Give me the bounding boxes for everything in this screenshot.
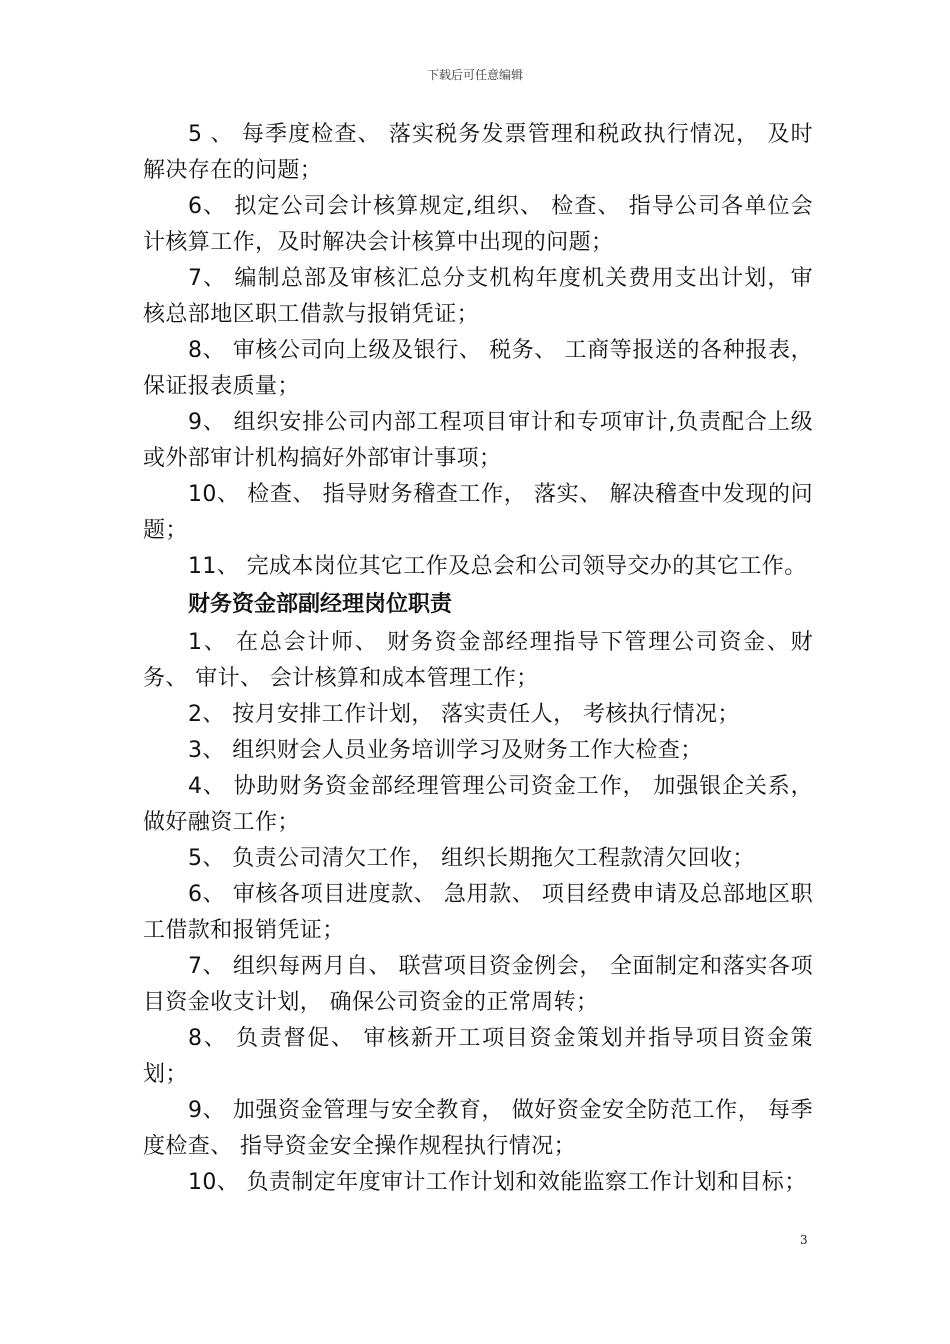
list-item: 3、 组织财会人员业务培训学习及财务工作大检查； bbox=[188, 738, 703, 763]
list-item: 9、 组织安排公司内部工程项目审计和专项审计,负责配合上级或外部审计机构搞好外部审计事项； bbox=[143, 410, 813, 471]
list-item: 1、 在总会计师、 财务资金部经理指导下管理公司资金、财务、 审计、 会计核算和成本管理工作； bbox=[143, 630, 813, 691]
page-number: 3 bbox=[800, 1233, 808, 1247]
section-heading: 财务资金部副经理岗位职责 bbox=[188, 592, 453, 617]
page-header-note: 下载后可任意编辑 bbox=[426, 68, 523, 82]
list-item: 4、 协助财务资金部经理管理公司资金工作， 加强银企关系，做好融资工作； bbox=[143, 774, 813, 835]
document-body bbox=[143, 117, 813, 1201]
list-item: 7、 编制总部及审核汇总分支机构年度机关费用支出计划，审核总部地区职工借款与报销凭证； bbox=[143, 266, 813, 327]
list-item: 8、 审核公司向上级及银行、 税务、 工商等报送的各种报表，保证报表质量； bbox=[143, 338, 813, 399]
list-item: 8、 负责督促、 审核新开工项目资金策划并指导项目资金策划； bbox=[143, 1026, 813, 1087]
list-item: 10、 检查、 指导财务稽查工作， 落实、 解决稽查中发现的问题； bbox=[143, 482, 813, 543]
list-item: 6、 拟定公司会计核算规定,组织、 检查、 指导公司各单位会计核算工作，及时解决会计核算中出现的问题； bbox=[143, 194, 813, 255]
list-item: 10、 负责制定年度审计工作计划和效能监察工作计划和目标； bbox=[188, 1170, 807, 1195]
list-item: 5、 负责公司清欠工作， 组织长期拖欠工程款清欠回收； bbox=[188, 846, 755, 871]
list-item: 9、 加强资金管理与安全教育， 做好资金安全防范工作， 每季度检查、 指导资金安全操作规程执行情况； bbox=[143, 1098, 813, 1159]
list-item: 6、 审核各项目进度款、 急用款、 项目经费申请及总部地区职工借款和报销凭证； bbox=[143, 882, 813, 943]
list-item: 2、 按月安排工作计划， 落实责任人， 考核执行情况； bbox=[188, 702, 740, 727]
list-item: 7、 组织每两月自、 联营项目资金例会， 全面制定和落实各项目资金收支计划， 确保公司资金的正常周转； bbox=[143, 954, 813, 1015]
list-item: 11、 完成本岗位其它工作及总会和公司领导交办的其它工作。 bbox=[188, 554, 807, 579]
list-item: 5 、 每季度检查、 落实税务发票管理和税政执行情况， 及时解决存在的问题； bbox=[143, 122, 813, 183]
